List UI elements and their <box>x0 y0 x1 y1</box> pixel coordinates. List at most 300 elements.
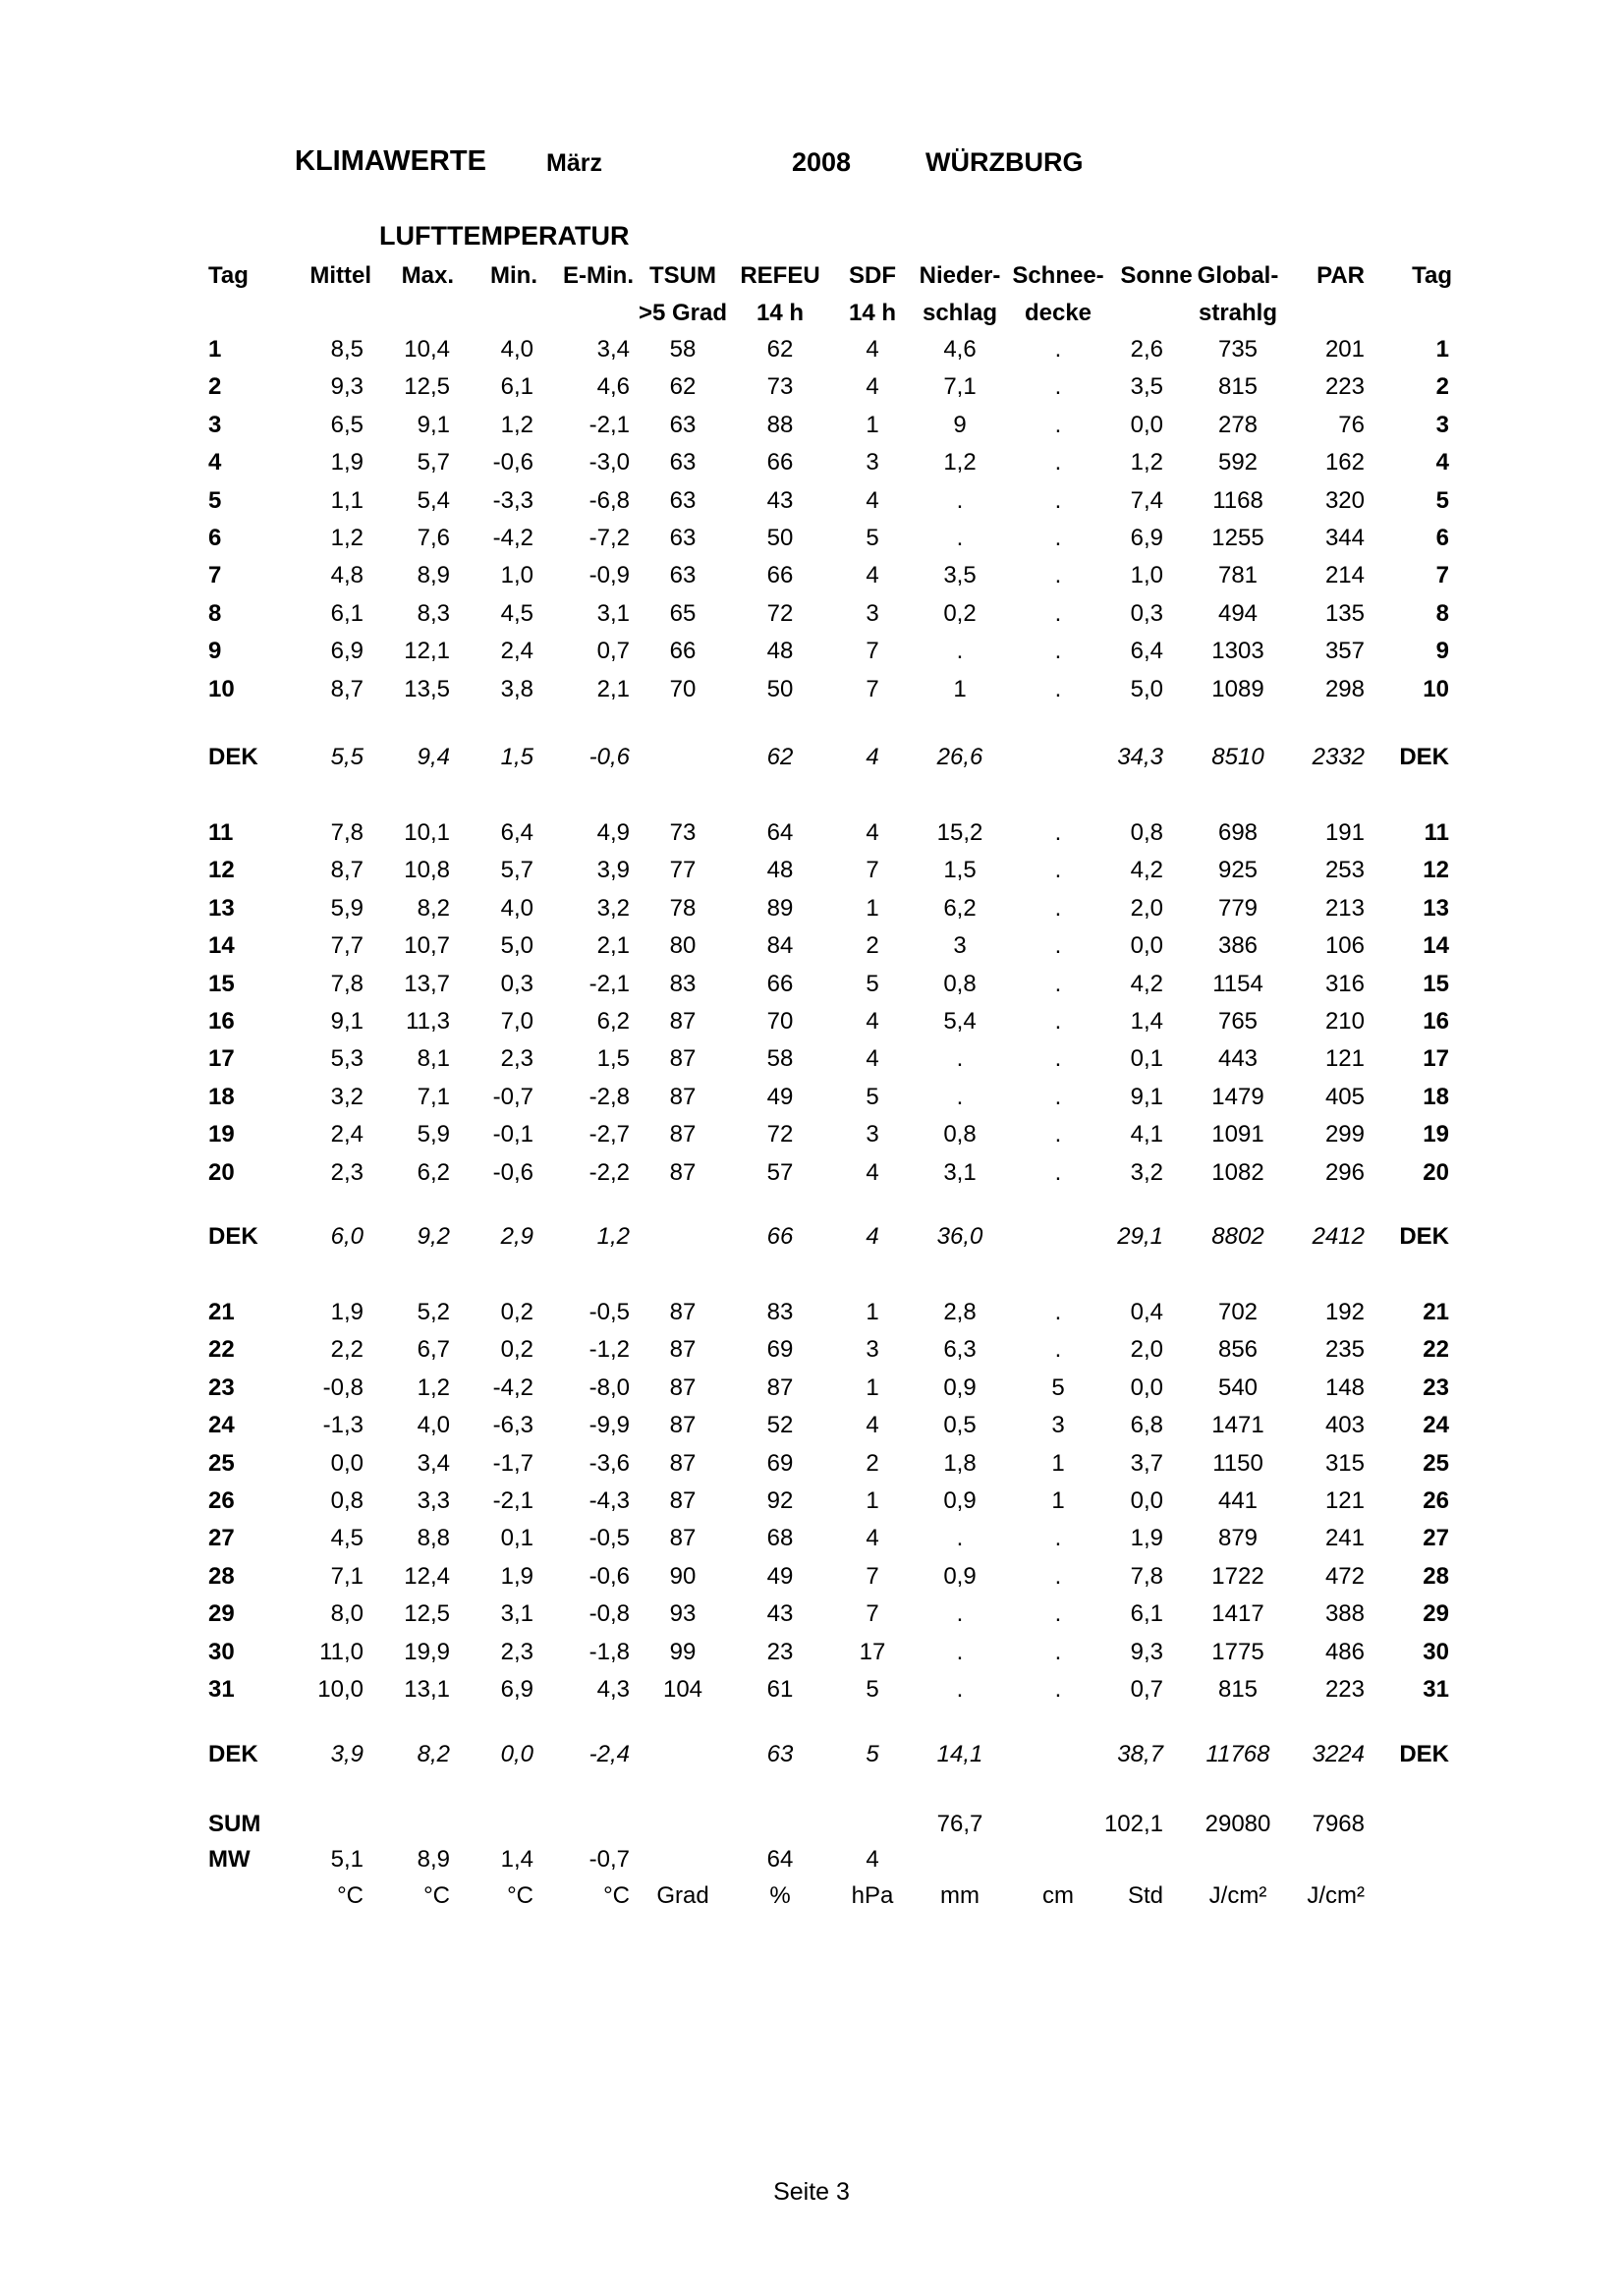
table-cell: 1 <box>208 336 222 363</box>
table-cell: . <box>1054 894 1062 922</box>
table-cell: 87 <box>669 1487 697 1514</box>
table-cell: 63 <box>669 525 697 551</box>
table-cell: 4,6 <box>943 336 977 363</box>
table-cell: 9,3 <box>1130 1638 1163 1665</box>
table-row <box>0 852 1624 889</box>
table-cell: 4 <box>866 1158 879 1186</box>
table-cell: . <box>956 1525 964 1552</box>
table-cell: 83 <box>669 970 697 997</box>
table-cell: 88 <box>766 411 794 438</box>
column-header: E-Min. <box>563 262 634 289</box>
table-cell: 12,4 <box>404 1562 450 1590</box>
table-cell: 12,5 <box>404 1600 450 1628</box>
table-cell: 214 <box>1324 562 1365 589</box>
table-cell: 6,1 <box>500 373 533 401</box>
table-cell: 83 <box>766 1299 794 1325</box>
table-cell: 14 <box>1423 932 1449 960</box>
column-header: Min. <box>490 262 537 289</box>
table-cell: 22 <box>1423 1336 1449 1364</box>
table-cell: . <box>956 525 964 551</box>
table-cell: 148 <box>1324 1373 1365 1401</box>
table-cell: 162 <box>1324 449 1365 476</box>
table-cell: 2,8 <box>943 1299 977 1325</box>
table-cell: 22 <box>208 1336 235 1364</box>
table-cell: 10 <box>1423 675 1449 702</box>
table-cell: 1,2 <box>330 525 364 551</box>
table-cell: -1,3 <box>322 1412 364 1439</box>
table-cell: 201 <box>1324 336 1365 363</box>
table-cell: 8,9 <box>417 1846 450 1873</box>
table-cell: 2412 <box>1312 1223 1365 1250</box>
table-row <box>0 595 1624 633</box>
unit-label: J/cm² <box>1208 1882 1267 1909</box>
table-cell: 6,1 <box>1130 1600 1163 1628</box>
unit-label: % <box>769 1882 791 1909</box>
column-header: 14 h <box>756 300 805 326</box>
table-cell: -2,1 <box>588 970 630 997</box>
table-cell: 8 <box>208 599 222 627</box>
table-cell: 299 <box>1324 1121 1365 1148</box>
table-cell: 65 <box>669 599 697 627</box>
table-cell: 0,0 <box>1130 932 1163 960</box>
unit-label: °C <box>603 1882 630 1909</box>
table-cell: 4,2 <box>1130 970 1163 997</box>
table-cell: 6,7 <box>417 1336 450 1364</box>
table-cell: 23 <box>766 1638 794 1665</box>
table-cell: 13,7 <box>404 970 450 997</box>
table-cell: 6,2 <box>417 1158 450 1186</box>
table-cell: 9,1 <box>330 1008 364 1035</box>
table-cell: 7,8 <box>330 819 364 846</box>
table-cell: 27 <box>1423 1525 1449 1552</box>
table-cell: 2,1 <box>596 932 630 960</box>
table-cell: 0,0 <box>500 1741 533 1767</box>
table-cell: 10,1 <box>404 819 450 846</box>
table-cell: 29080 <box>1204 1811 1271 1837</box>
table-cell: -1,7 <box>492 1449 533 1477</box>
table-cell: 7 <box>866 1562 879 1590</box>
table-cell: 19 <box>208 1121 235 1148</box>
table-cell: 5,0 <box>1130 675 1163 702</box>
table-cell: 50 <box>766 525 794 551</box>
table-cell: 781 <box>1217 562 1259 589</box>
table-cell: 13 <box>208 894 235 922</box>
table-cell: 5,7 <box>500 857 533 884</box>
column-header: Tag <box>208 262 249 289</box>
table-cell: SUM <box>208 1811 261 1837</box>
table-cell: 4,3 <box>596 1676 630 1703</box>
table-cell: 2,6 <box>1130 336 1163 363</box>
table-cell: 388 <box>1324 1600 1365 1628</box>
table-row <box>0 966 1624 1003</box>
table-cell: 3,9 <box>330 1741 364 1767</box>
table-cell: . <box>1054 819 1062 846</box>
column-header: Sonne <box>1120 262 1193 289</box>
table-cell: 76 <box>1338 411 1365 438</box>
table-row <box>0 1331 1624 1369</box>
table-header-row-sub <box>0 295 1624 332</box>
table-cell: 90 <box>669 1562 697 1590</box>
table-row <box>0 927 1624 965</box>
table-cell: 87 <box>669 1008 697 1035</box>
table-cell: 405 <box>1324 1083 1365 1110</box>
dekade-row <box>0 739 1624 776</box>
table-cell: 19 <box>1423 1121 1449 1148</box>
table-cell: 61 <box>766 1676 794 1703</box>
table-cell: 925 <box>1217 857 1259 884</box>
table-cell: . <box>1054 411 1062 438</box>
column-header: Nieder- <box>919 262 1001 289</box>
table-cell: -1,2 <box>588 1336 630 1364</box>
table-cell: 5,5 <box>330 744 364 770</box>
table-cell: 7,7 <box>330 932 364 960</box>
table-cell: 52 <box>766 1412 794 1439</box>
table-cell: 87 <box>669 1045 697 1073</box>
table-cell: 5,9 <box>330 894 364 922</box>
table-cell: 25 <box>208 1449 235 1477</box>
table-row <box>0 557 1624 594</box>
table-cell: 6,2 <box>596 1008 630 1035</box>
table-cell: 58 <box>766 1045 794 1073</box>
table-row <box>0 814 1624 852</box>
column-header: Tag <box>1412 262 1452 289</box>
table-row <box>0 671 1624 708</box>
table-cell: 3,2 <box>596 894 630 922</box>
sum-row <box>0 1806 1624 1843</box>
table-cell: 0,4 <box>1130 1299 1163 1325</box>
column-header: SDF <box>849 262 896 289</box>
table-cell: DEK <box>1399 1741 1449 1767</box>
table-cell: 99 <box>669 1638 697 1665</box>
table-cell: 87 <box>669 1525 697 1552</box>
unit-label: Grad <box>656 1882 709 1909</box>
table-cell: 6,8 <box>1130 1412 1163 1439</box>
table-cell: 3,1 <box>500 1600 533 1628</box>
table-cell: 0,5 <box>943 1412 977 1439</box>
table-cell: 9,4 <box>417 744 450 770</box>
table-cell: 213 <box>1324 894 1365 922</box>
table-cell: DEK <box>208 744 258 770</box>
table-cell: 13,1 <box>404 1676 450 1703</box>
table-cell: 2 <box>866 932 879 960</box>
table-cell: 12,1 <box>404 638 450 665</box>
column-header: TSUM <box>649 262 716 289</box>
table-cell: 15,2 <box>936 819 983 846</box>
table-cell: 11,3 <box>406 1008 450 1035</box>
table-cell: 6,9 <box>1130 525 1163 551</box>
table-cell: -0,6 <box>492 449 533 476</box>
table-cell: 5,4 <box>943 1008 977 1035</box>
table-cell: 5,1 <box>330 1846 364 1873</box>
table-cell: 298 <box>1324 675 1365 702</box>
table-cell: 3 <box>208 411 222 438</box>
table-cell: 62 <box>766 336 794 363</box>
table-cell: -9,9 <box>588 1412 630 1439</box>
table-cell: 5 <box>866 1741 879 1767</box>
table-cell: 3,5 <box>943 562 977 589</box>
table-cell: 1,2 <box>417 1373 450 1401</box>
table-cell: 29 <box>208 1600 235 1628</box>
table-cell: 3 <box>866 599 879 627</box>
table-cell: . <box>956 638 964 665</box>
table-cell: 1,0 <box>500 562 533 589</box>
table-cell: 12 <box>208 857 235 884</box>
table-cell: 14 <box>208 932 235 960</box>
table-cell: 9,1 <box>1130 1083 1163 1110</box>
table-cell: 1,9 <box>330 449 364 476</box>
table-cell: 540 <box>1217 1373 1259 1401</box>
table-cell: 1 <box>1435 336 1449 363</box>
table-cell: 93 <box>669 1600 697 1628</box>
table-cell: 315 <box>1324 1449 1365 1477</box>
table-cell: 50 <box>766 675 794 702</box>
table-cell: 4,5 <box>330 1525 364 1552</box>
column-header: Max. <box>401 262 454 289</box>
table-cell: . <box>1054 1299 1062 1325</box>
table-cell: 31 <box>1423 1676 1449 1703</box>
table-cell: 43 <box>766 486 794 514</box>
table-cell: 4,9 <box>596 819 630 846</box>
table-cell: 36,0 <box>936 1223 983 1250</box>
table-cell: . <box>1054 857 1062 884</box>
table-cell: -0,7 <box>588 1846 630 1873</box>
table-cell: 3,4 <box>596 336 630 363</box>
table-cell: . <box>1054 1083 1062 1110</box>
table-cell: 0,2 <box>943 599 977 627</box>
table-cell: 2,2 <box>330 1336 364 1364</box>
page-number: Seite 3 <box>773 2178 850 2206</box>
table-cell: . <box>1054 373 1062 401</box>
table-cell: 0,8 <box>943 970 977 997</box>
table-cell: 1 <box>866 1373 879 1401</box>
table-cell: 5,0 <box>500 932 533 960</box>
table-cell: 31 <box>208 1676 235 1703</box>
table-cell: 1089 <box>1211 675 1264 702</box>
table-cell: -1,8 <box>588 1638 630 1665</box>
table-cell: 70 <box>766 1008 794 1035</box>
table-cell: 17 <box>208 1045 235 1073</box>
table-cell: 3,5 <box>1130 373 1163 401</box>
table-cell: 1,5 <box>943 857 977 884</box>
table-row <box>0 1079 1624 1116</box>
table-cell: . <box>956 1083 964 1110</box>
table-cell: 296 <box>1324 1158 1365 1186</box>
table-cell: 1,8 <box>943 1449 977 1477</box>
table-cell: -3,3 <box>492 486 533 514</box>
table-cell: 0,0 <box>330 1449 364 1477</box>
table-cell: 102,1 <box>1103 1811 1163 1837</box>
table-cell: -2,1 <box>492 1487 533 1514</box>
table-cell: 1,9 <box>500 1562 533 1590</box>
table-cell: 3 <box>1051 1412 1065 1439</box>
table-cell: -0,6 <box>588 1562 630 1590</box>
table-cell: 0,7 <box>1130 1676 1163 1703</box>
table-row <box>0 890 1624 927</box>
table-cell: 8,8 <box>417 1525 450 1552</box>
column-header: decke <box>1024 300 1092 326</box>
table-cell: 472 <box>1324 1562 1365 1590</box>
table-cell: 16 <box>208 1008 235 1035</box>
table-cell: 253 <box>1324 857 1365 884</box>
table-cell: . <box>956 1600 964 1628</box>
table-cell: -6,8 <box>588 486 630 514</box>
table-cell: 73 <box>766 373 794 401</box>
table-cell: -3,6 <box>588 1449 630 1477</box>
table-cell: DEK <box>1399 1223 1449 1250</box>
table-cell: 4 <box>1435 449 1449 476</box>
table-cell: 4 <box>866 1008 879 1035</box>
table-cell: 23 <box>208 1373 235 1401</box>
table-cell: 192 <box>1324 1299 1365 1325</box>
table-cell: 6,4 <box>500 819 533 846</box>
table-cell: 64 <box>766 819 794 846</box>
table-cell: 2 <box>866 1449 879 1477</box>
table-cell: 10,7 <box>404 932 450 960</box>
table-cell: 1722 <box>1211 1562 1264 1590</box>
table-cell: 0,2 <box>500 1336 533 1364</box>
table-cell: -0,8 <box>588 1600 630 1628</box>
table-cell: 4 <box>866 1846 879 1873</box>
table-cell: -0,6 <box>588 744 630 770</box>
table-cell: -2,2 <box>588 1158 630 1186</box>
table-cell: 87 <box>766 1373 794 1401</box>
table-row <box>0 1671 1624 1708</box>
table-cell: 1 <box>866 1487 879 1514</box>
table-cell: 26 <box>208 1487 235 1514</box>
table-cell: 2 <box>1435 373 1449 401</box>
table-cell: 1150 <box>1212 1449 1263 1477</box>
table-cell: 1303 <box>1211 638 1264 665</box>
table-cell: . <box>1054 1600 1062 1628</box>
table-cell: -3,0 <box>588 449 630 476</box>
table-cell: 2,4 <box>330 1121 364 1148</box>
table-cell: . <box>1054 1336 1062 1364</box>
table-cell: 6 <box>1435 525 1449 551</box>
table-cell: 7 <box>866 1600 879 1628</box>
table-cell: -8,0 <box>588 1373 630 1401</box>
table-cell: 1,9 <box>1130 1525 1163 1552</box>
table-cell: 38,7 <box>1117 1741 1163 1767</box>
table-cell: -0,8 <box>322 1373 364 1401</box>
table-cell: 1091 <box>1211 1121 1264 1148</box>
unit-label: J/cm² <box>1307 1882 1365 1909</box>
table-cell: 18 <box>1423 1083 1449 1110</box>
mean-row <box>0 1841 1624 1878</box>
table-cell: -2,8 <box>588 1083 630 1110</box>
table-cell: 344 <box>1324 525 1365 551</box>
table-cell: . <box>1054 638 1062 665</box>
table-cell: 3 <box>866 1121 879 1148</box>
table-row <box>0 1370 1624 1407</box>
table-cell: 4 <box>866 819 879 846</box>
table-cell: 77 <box>669 857 697 884</box>
table-cell: 4,2 <box>1130 857 1163 884</box>
column-header: Mittel <box>309 262 371 289</box>
table-cell: 7 <box>866 638 879 665</box>
table-cell: 80 <box>669 932 697 960</box>
table-cell: 3,8 <box>500 675 533 702</box>
table-cell: 66 <box>766 970 794 997</box>
table-cell: 4 <box>208 449 222 476</box>
table-cell: 8,7 <box>330 675 364 702</box>
table-cell: 6,0 <box>330 1223 364 1250</box>
table-cell: 1154 <box>1212 970 1263 997</box>
table-cell: -2,1 <box>588 411 630 438</box>
table-cell: . <box>1054 675 1062 702</box>
table-cell: 121 <box>1324 1487 1365 1514</box>
table-cell: -0,7 <box>492 1083 533 1110</box>
table-cell: 6,5 <box>330 411 364 438</box>
table-cell: 1,0 <box>1130 562 1163 589</box>
column-header: Schnee- <box>1012 262 1104 289</box>
table-cell: 3224 <box>1312 1741 1365 1767</box>
table-cell: 8510 <box>1211 744 1264 770</box>
table-cell: 34,3 <box>1117 744 1163 770</box>
table-row <box>0 1445 1624 1483</box>
table-cell: 235 <box>1324 1336 1365 1364</box>
table-cell: 92 <box>766 1487 794 1514</box>
table-cell: 0,0 <box>1130 1487 1163 1514</box>
table-cell: 698 <box>1217 819 1259 846</box>
table-cell: 494 <box>1217 599 1259 627</box>
table-cell: 9,3 <box>330 373 364 401</box>
table-cell: 57 <box>766 1158 794 1186</box>
table-cell: DEK <box>1399 744 1449 770</box>
table-cell: 4 <box>866 373 879 401</box>
table-cell: 7,1 <box>943 373 977 401</box>
table-cell: -0,9 <box>588 562 630 589</box>
table-cell: 8,1 <box>417 1045 450 1073</box>
table-cell: -2,4 <box>588 1741 630 1767</box>
table-cell: . <box>1054 1676 1062 1703</box>
table-cell: -4,2 <box>492 1373 533 1401</box>
table-cell: 4 <box>866 1525 879 1552</box>
table-row <box>0 1634 1624 1671</box>
table-cell: 3,3 <box>417 1487 450 1514</box>
table-cell: 27 <box>208 1525 235 1552</box>
unit-label: hPa <box>851 1882 894 1909</box>
table-row <box>0 1154 1624 1192</box>
table-cell: 62 <box>669 373 697 401</box>
table-cell: 106 <box>1324 932 1365 960</box>
table-cell: 1082 <box>1211 1158 1264 1186</box>
table-cell: 2,3 <box>500 1045 533 1073</box>
table-cell: 0,9 <box>943 1562 977 1590</box>
table-row <box>0 1116 1624 1153</box>
table-cell: 7 <box>208 562 222 589</box>
table-cell: 6,3 <box>943 1336 977 1364</box>
table-cell: 7,4 <box>1130 486 1163 514</box>
table-cell: 30 <box>1423 1638 1449 1665</box>
table-cell: 16 <box>1423 1008 1449 1035</box>
table-cell: 0,7 <box>596 638 630 665</box>
table-cell: 4,5 <box>500 599 533 627</box>
table-cell: 765 <box>1217 1008 1259 1035</box>
table-cell: 5 <box>866 1676 879 1703</box>
table-cell: DEK <box>208 1741 258 1767</box>
table-cell: 12,5 <box>404 373 450 401</box>
table-cell: 104 <box>662 1676 703 1703</box>
table-cell: 2,0 <box>1130 1336 1163 1364</box>
table-cell: 121 <box>1324 1045 1365 1073</box>
table-cell: 4,8 <box>330 562 364 589</box>
table-cell: 0,3 <box>1130 599 1163 627</box>
table-cell: 0,2 <box>500 1299 533 1325</box>
table-cell: 191 <box>1324 819 1365 846</box>
table-cell: 5,7 <box>417 449 450 476</box>
table-cell: 7 <box>866 857 879 884</box>
table-cell: 24 <box>208 1412 235 1439</box>
